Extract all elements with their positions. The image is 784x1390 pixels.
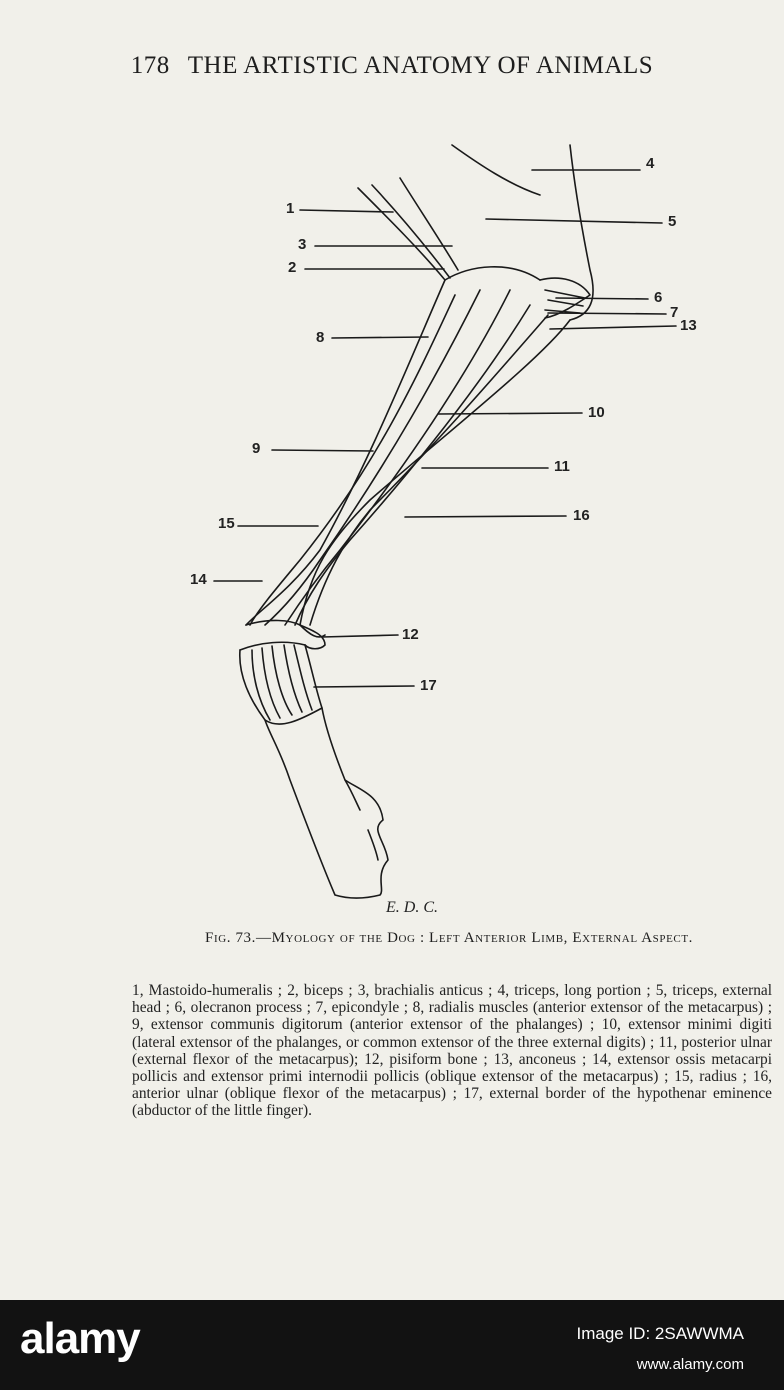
image-id: Image ID: 2SAWWMA	[576, 1324, 744, 1343]
leader-17	[314, 686, 414, 687]
muscle-line-4	[295, 305, 530, 625]
muscle-line-5	[310, 315, 548, 625]
label-3: 3	[298, 236, 307, 253]
label-13: 13	[680, 317, 697, 334]
leader-7	[548, 313, 666, 314]
artist-signature: E. D. C.	[386, 899, 438, 916]
carpus-stria-3	[272, 646, 292, 715]
forearm-front-edge	[246, 280, 445, 625]
running-header	[0, 52, 784, 80]
label-11: 11	[554, 458, 570, 475]
figure-caption: Fig. 73.—Myology of the Dog : Left Anterior Limb, External Aspect.	[205, 930, 693, 946]
label-16: 16	[573, 507, 590, 524]
elbow-front	[445, 267, 540, 280]
upper-arm-line	[400, 178, 458, 270]
site-url: www.alamy.com	[636, 1356, 744, 1373]
label-12: 12	[402, 626, 419, 643]
label-10: 10	[588, 404, 605, 421]
leader-16	[405, 516, 566, 517]
leader-9	[272, 450, 373, 451]
dog-limb-illustration	[0, 130, 784, 920]
leader-6	[556, 298, 648, 299]
watermark-bar	[0, 1300, 784, 1390]
carpus-stria-4	[284, 645, 302, 712]
running-head-title: THE ARTISTIC ANATOMY OF ANIMALS	[187, 52, 654, 79]
carpus-stria-2	[262, 648, 280, 718]
alamy-logo: alamy	[20, 1314, 140, 1363]
olecranon-detail-1	[545, 290, 585, 298]
shoulder-curve	[452, 145, 540, 195]
paw-outline	[265, 708, 388, 898]
page-number: 178	[130, 52, 170, 79]
upper-arm-front	[358, 188, 445, 280]
label-6: 6	[654, 289, 663, 306]
label-14: 14	[190, 571, 207, 588]
leader-13	[550, 326, 676, 329]
label-7: 7	[670, 304, 679, 321]
leader-12	[322, 635, 398, 637]
figure-legend: 1, Mastoido-humeralis ; 2, biceps ; 3, brachialis anticus ; 4, triceps, long portion ; 5, triceps, external head ; 6, olecranon process ; 7, epicondyle ; 8, radialis muscles (anterior extensor of the metacarpus) ; 9, extensor communis digitorum (anterior extensor of the phalanges) ; 10, extensor minimi digiti (lateral extensor of the phalanges, or common extensor of the three external digits) ; 11, posterior ulnar (external flexor of the metacarpus); 12, pisiform bone ; 13, anconeus ; 14, extensor ossis metacarpi pollicis and extensor primi internodii pollicis (oblique extensor of the metacarpus) ; 15, radius ; 16, anterior ulnar (oblique flexor of the metacarpus) ; 17, external border of the hypothenar eminence (abductor of the little finger).	[132, 982, 772, 1120]
label-5: 5	[668, 213, 677, 230]
label-8: 8	[316, 329, 325, 346]
forearm-back-edge	[300, 320, 570, 625]
leader-8	[332, 337, 428, 338]
label-9: 9	[252, 440, 261, 457]
label-1: 1	[286, 200, 295, 217]
label-15: 15	[218, 515, 235, 532]
leader-5	[486, 219, 662, 223]
toe-line-2	[368, 830, 378, 860]
brachialis-edge	[372, 185, 450, 278]
leader-10	[438, 413, 582, 414]
label-17: 17	[420, 677, 437, 694]
label-2: 2	[288, 259, 297, 276]
muscle-line-1	[250, 295, 455, 625]
label-4: 4	[646, 155, 655, 172]
